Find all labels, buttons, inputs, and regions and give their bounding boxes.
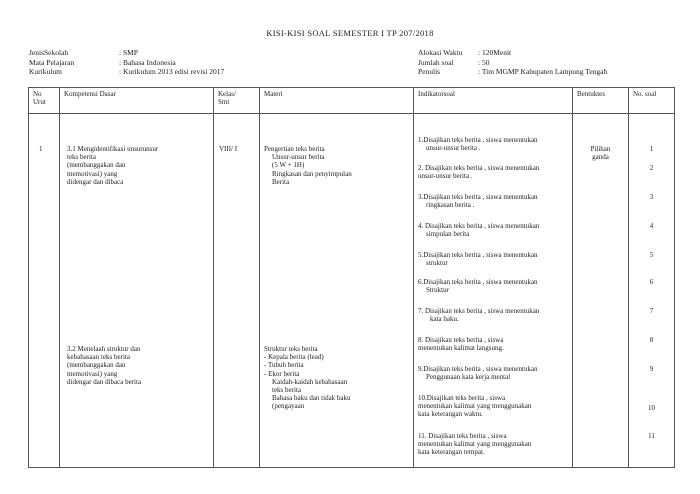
kd2-line: kebahasaan teks berita bbox=[67, 353, 130, 362]
question-number: 6 bbox=[649, 278, 654, 286]
indikator-line: 2. Disajikan teks berita , siswa menentukan bbox=[418, 164, 540, 172]
kd1-line: memotivasi) yang bbox=[67, 169, 118, 178]
header-no-line1: No bbox=[33, 90, 42, 98]
meta-value-author: : Tim MGMP Kabupaten Lampung Tengah bbox=[478, 67, 608, 77]
header-no-line2: Urut bbox=[33, 98, 46, 107]
indikator-line: 6.Disajikan teks berita , siswa menentukan bbox=[418, 278, 538, 286]
indikator-line: 8. Disajikan teks berita , siswa bbox=[418, 336, 504, 344]
indikator-item bbox=[418, 336, 568, 352]
meta-right-values bbox=[478, 48, 607, 77]
materi-block-1 bbox=[264, 145, 352, 186]
kd2-line: didengar dan dibaca berita bbox=[67, 377, 142, 386]
materi2-line: - Kepala berita (lead) bbox=[264, 353, 324, 362]
kd2-line: 3.2 Menelaah struktur dan bbox=[67, 345, 141, 353]
cell-kd bbox=[60, 114, 214, 468]
meta-label-school-type: JenisSekolah bbox=[29, 48, 69, 57]
materi1-line: Berita bbox=[272, 177, 290, 186]
cell-bentuk bbox=[573, 114, 629, 468]
indikator-line: 1.Disajikan teks berita , siswa menentukan bbox=[418, 136, 538, 144]
indikator-line: ringkasan berita . bbox=[426, 201, 475, 210]
question-number: 2 bbox=[649, 164, 654, 172]
indikator-line: 11. Disajikan teks berita , siswa bbox=[418, 432, 507, 440]
row-no: 1 bbox=[39, 145, 43, 153]
indikator-line: 4. Disajikan teks berita , siswa menentukan bbox=[418, 222, 540, 230]
indikator-line: Penggunaan kata kerja mental bbox=[426, 373, 511, 382]
page-title: KISI-KISI SOAL SEMESTER I TP 207/2018 bbox=[266, 28, 434, 38]
indikator-line: 5.Disajikan teks berita , siswa menentukan bbox=[418, 251, 538, 259]
question-number: 4 bbox=[649, 222, 654, 230]
cell-nosoal bbox=[629, 114, 675, 468]
row-kelas: VIII/ I bbox=[219, 145, 238, 153]
bentuk-text bbox=[573, 145, 628, 161]
question-number: 8 bbox=[649, 336, 654, 344]
indikator-item bbox=[418, 394, 568, 419]
meta-value-school-type: : SMP bbox=[119, 48, 138, 57]
meta-value-subject: : Bahasa Indonesia bbox=[119, 57, 176, 67]
indikator-item bbox=[418, 432, 568, 457]
indikator-line: kata keterangan waktu. bbox=[418, 410, 483, 419]
header-indikator: Indikatorsoal bbox=[414, 88, 573, 114]
cell-materi bbox=[260, 114, 414, 468]
indikator-item bbox=[418, 193, 568, 209]
indikator-item bbox=[418, 164, 568, 180]
question-number: 9 bbox=[649, 365, 654, 373]
header-materi: Materi bbox=[260, 88, 414, 114]
kd-block-1 bbox=[67, 145, 158, 186]
header-kelas-line1: Kelas/ bbox=[218, 90, 236, 98]
materi2-line: - Ekor berita bbox=[264, 369, 300, 378]
cell-no bbox=[29, 114, 60, 468]
indikator-line: 7. Disajikan teks berita , siswa menentukan bbox=[418, 307, 540, 315]
materi2-line: Bahasa baku dan tidak baku bbox=[272, 394, 351, 403]
question-number: 5 bbox=[649, 251, 654, 259]
indikator-item bbox=[418, 222, 568, 238]
meta-value-time: : 120Menit bbox=[478, 48, 512, 57]
question-number: 7 bbox=[649, 307, 654, 315]
kd1-line: didengar dan dibaca bbox=[67, 177, 124, 186]
question-number: 3 bbox=[649, 193, 654, 201]
indikator-item bbox=[418, 307, 568, 323]
indikator-line: Struktur bbox=[426, 286, 449, 295]
indikator-line: struktur bbox=[426, 259, 448, 268]
question-number: 1 bbox=[649, 145, 654, 153]
indikator-line: menentukan kalimat langsung. bbox=[418, 344, 504, 353]
meta-left-values bbox=[119, 48, 224, 77]
cell-kelas bbox=[214, 114, 260, 468]
header-kd: Kompetensi Dasar bbox=[60, 88, 214, 114]
header-no bbox=[29, 88, 60, 114]
meta-label-subject: Mata Pelajaran bbox=[29, 57, 75, 67]
indikator-line: unsur-unsur berita . bbox=[426, 144, 481, 153]
question-number: 10 bbox=[648, 404, 655, 412]
question-number: 11 bbox=[648, 432, 655, 440]
meta-right-labels bbox=[418, 48, 462, 77]
kd1-line: (membanggakan dan bbox=[67, 161, 126, 170]
kd1-line: teks berita bbox=[67, 153, 96, 162]
indikator-line: 9.Disajikan teks berita , siswa menentukan bbox=[418, 365, 538, 373]
header-row bbox=[29, 88, 675, 114]
materi-block-2 bbox=[264, 345, 351, 411]
indikator-line: simpulan berita bbox=[426, 230, 470, 239]
header-bentuk: Bentuktes bbox=[573, 88, 629, 114]
cell-indikator bbox=[414, 114, 573, 468]
indikator-line: menentukan kalimat yang menggunakan bbox=[418, 440, 532, 449]
meta-value-question-count: : 50 bbox=[478, 57, 490, 67]
indikator-line: 10.Disajikan teks berita , siswa bbox=[418, 394, 506, 402]
table-row bbox=[29, 114, 675, 468]
kd-block-2 bbox=[67, 345, 141, 386]
materi2-line: teks berita bbox=[272, 386, 301, 395]
grid-table bbox=[28, 87, 675, 468]
indikator-item bbox=[418, 136, 568, 152]
materi1-line: Unsur-unsur berita bbox=[272, 153, 325, 162]
kd2-line: memotivasi) yang bbox=[67, 369, 118, 378]
header-kelas-line2: Smt bbox=[218, 98, 230, 107]
indikator-item bbox=[418, 251, 568, 267]
bentuk-line: ganda bbox=[592, 153, 609, 162]
meta-label-time: Alokasi Waktu bbox=[418, 48, 463, 57]
materi2-line: - Tubuh berita bbox=[264, 361, 304, 370]
indikator-line: 3.Disajikan teks berita , siswa menentukan bbox=[418, 193, 538, 201]
meta-label-curriculum: Kurikulum bbox=[29, 67, 62, 77]
meta-label-author: Penulis bbox=[418, 67, 441, 77]
kd2-line: (membanggakan dan bbox=[67, 361, 126, 370]
materi1-line: Ringkasan dan penyimpulan bbox=[272, 169, 352, 178]
meta-left-labels bbox=[29, 48, 74, 77]
header-nosoal: No. soal bbox=[629, 88, 675, 114]
materi2-line: Struktur teks berita bbox=[264, 345, 318, 353]
meta-value-curriculum: : Kurikulum 2013 edisi revisi 2017 bbox=[119, 67, 225, 77]
header-kelas bbox=[214, 88, 260, 114]
indikator-item bbox=[418, 365, 568, 381]
indikator-line: menentukan kalimat yang menggunakan bbox=[418, 402, 532, 411]
indikator-line: kata baku. bbox=[430, 315, 459, 324]
bentuk-line: Pilihan bbox=[590, 145, 611, 153]
meta-label-question-count: Jumlah soal bbox=[418, 57, 454, 67]
materi2-line: (pengayaan bbox=[272, 402, 305, 411]
materi2-line: Kaidah-kaidah kebahasaan bbox=[272, 377, 348, 386]
kd1-line: 3.1 Mengidentifikasi unsurunsur bbox=[67, 145, 159, 153]
indikator-line: unsur-unsur berita . bbox=[418, 172, 473, 181]
materi1-line: (5 W + 1H) bbox=[272, 161, 305, 170]
materi1-line: Pengertian teks berita bbox=[264, 145, 325, 153]
indikator-item bbox=[418, 278, 568, 294]
indikator-line: kata keterangan tempat. bbox=[418, 448, 485, 457]
